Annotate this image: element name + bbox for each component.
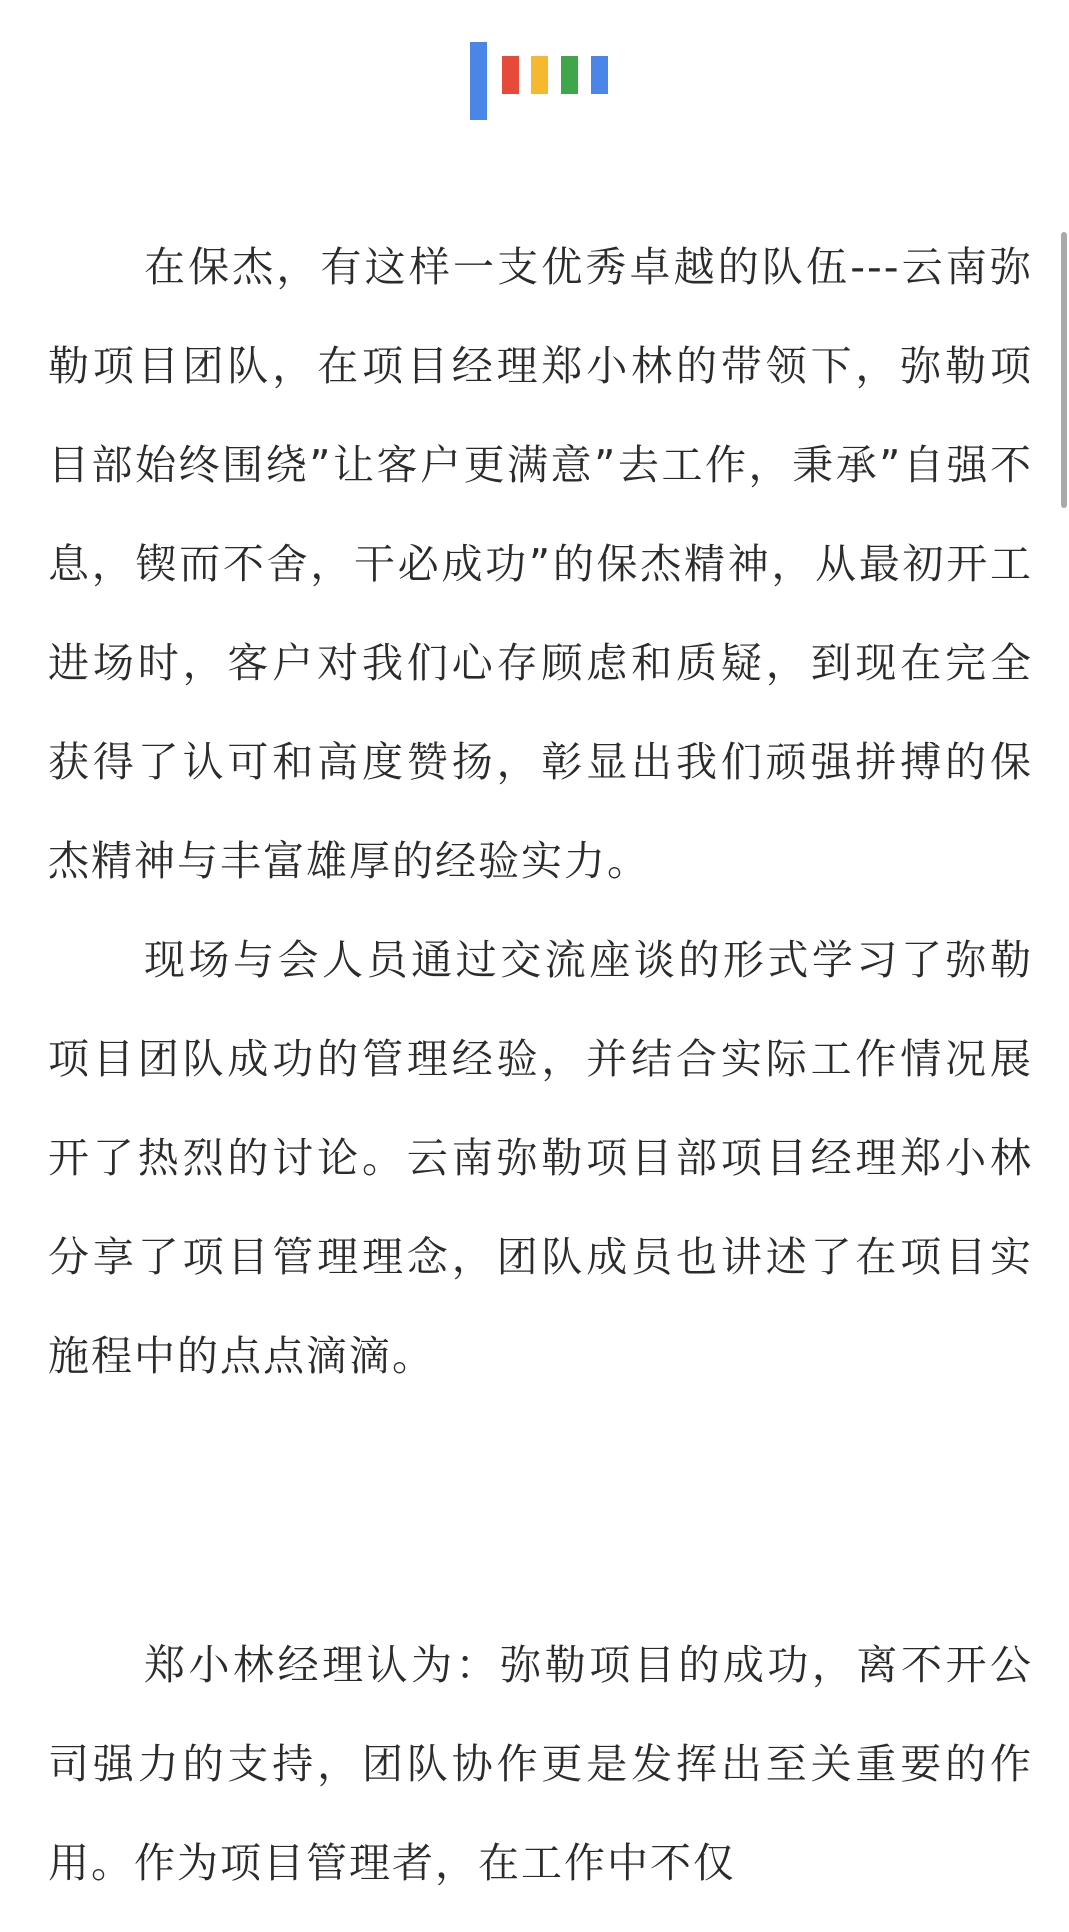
color-bar-green [561,56,578,94]
vertical-scrollbar[interactable] [1059,0,1069,1932]
decorative-color-bars [470,42,620,122]
color-bar-blue-tall [470,42,487,120]
color-bar-red [502,56,519,94]
paragraph-manager-view: 郑小林经理认为：弥勒项目的成功，离不开公司强力的支持，团队协作更是发挥出至关重要的作用。作为项目管理者，在工作中不仅 [48,1641,1033,1887]
color-bar-yellow [531,56,548,94]
color-bar-blue [591,56,608,94]
paragraph-team-intro: 在保杰，有这样一支优秀卓越的队伍---云南弥勒项目团队，在项目经理郑小林的带领下，弥勒项目部始终围绕”让客户更满意”去工作，秉承”自强不息，锲而不舍，干必成功”的保杰精神，从最初开工进场时，客户对我们心存顾虑和质疑，到现在完全获得了认可和高度赞扬，彰显出我们顽强拼搏的保杰精神与丰富雄厚的经验实力。 [48,243,1033,885]
paragraph-spacer [48,1406,1033,1616]
paragraph-meeting-exchange: 现场与会人员通过交流座谈的形式学习了弥勒项目团队成功的管理经验，并结合实际工作情况展开了热烈的讨论。云南弥勒项目部项目经理郑小林分享了项目管理理念，团队成员也讲述了在项目实施程中的点点滴滴。 [48,936,1033,1380]
article-body [48,218,1033,1913]
scrollbar-thumb[interactable] [1061,232,1067,508]
